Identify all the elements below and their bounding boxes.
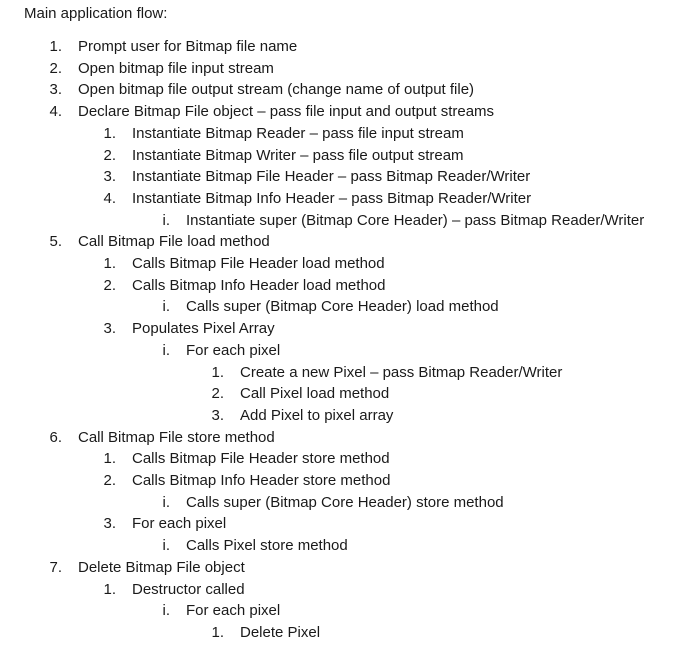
list-item-text: Instantiate super (Bitmap Core Header) – pass Bitmap Reader/Writer — [186, 212, 645, 229]
list-item-text: Calls super (Bitmap Core Header) load method — [186, 298, 499, 315]
list-item-text: Calls Bitmap Info Header store method — [132, 472, 391, 489]
list-item-text: Prompt user for Bitmap file name — [78, 38, 298, 55]
list-item-marker: 2. — [103, 277, 116, 294]
list-item-marker: 5. — [49, 233, 62, 250]
list-item-marker: 3. — [103, 320, 116, 337]
list-item-text: Instantiate Bitmap Reader – pass file input stream — [132, 125, 464, 142]
list-item-marker: 1. — [49, 38, 62, 55]
list-item-marker: 2. — [49, 60, 62, 77]
list-item-marker: 1. — [211, 624, 224, 641]
list-item-marker: i. — [162, 212, 170, 229]
list-item-text: Call Bitmap File load method — [78, 233, 270, 250]
list-item-text: Calls super (Bitmap Core Header) store method — [186, 494, 504, 511]
list-item-marker: 2. — [211, 385, 224, 402]
list-item-text: Open bitmap file output stream (change name of output file) — [78, 81, 475, 98]
list-item-marker: i. — [162, 602, 170, 619]
list-item-text: Call Pixel load method — [240, 385, 390, 402]
list-item-marker: 1. — [103, 125, 116, 142]
list-item-text: For each pixel — [132, 515, 227, 532]
list-item-text: Delete Pixel — [240, 624, 321, 641]
list-item-marker: 3. — [103, 168, 116, 185]
list-item-text: Instantiate Bitmap File Header – pass Bitmap Reader/Writer — [132, 168, 531, 185]
list-item-text: For each pixel — [186, 342, 281, 359]
list-item-marker: 1. — [103, 450, 116, 467]
list-item-marker: 2. — [103, 472, 116, 489]
list-item-text: Instantiate Bitmap Writer – pass file output stream — [132, 147, 464, 164]
list-item-marker: 3. — [103, 515, 116, 532]
list-item-text: Delete Bitmap File object — [78, 559, 245, 576]
list-item-text: Calls Pixel store method — [186, 537, 348, 554]
list-item-marker: i. — [162, 342, 170, 359]
list-item-marker: 6. — [49, 429, 62, 446]
list-item-text: Create a new Pixel – pass Bitmap Reader/Writer — [240, 364, 563, 381]
list-item-text: Calls Bitmap Info Header load method — [132, 277, 386, 294]
list-item-text: Destructor called — [132, 581, 245, 598]
list-item-marker: i. — [162, 298, 170, 315]
list-item-marker: 2. — [103, 147, 116, 164]
list-item-text: Call Bitmap File store method — [78, 429, 275, 446]
document-title: Main application flow: — [24, 5, 168, 22]
list-item-text: Calls Bitmap File Header store method — [132, 450, 390, 467]
list-item-marker: i. — [162, 494, 170, 511]
list-item-marker: 1. — [103, 255, 116, 272]
list-item-marker: 4. — [49, 103, 62, 120]
list-item-text: Add Pixel to pixel array — [240, 407, 394, 424]
list-item-text: For each pixel — [186, 602, 281, 619]
list-item-marker: 1. — [103, 581, 116, 598]
list-item-text: Instantiate Bitmap Info Header – pass Bitmap Reader/Writer — [132, 190, 532, 207]
list-item-marker: 4. — [103, 190, 116, 207]
list-item-marker: 3. — [211, 407, 224, 424]
list-item-text: Populates Pixel Array — [132, 320, 275, 337]
list-item-marker: 3. — [49, 81, 62, 98]
list-item-marker: 1. — [211, 364, 224, 381]
list-item-marker: i. — [162, 537, 170, 554]
list-item-marker: 7. — [49, 559, 62, 576]
list-item-text: Open bitmap file input stream — [78, 60, 274, 77]
list-item-text: Declare Bitmap File object – pass file input and output streams — [78, 103, 495, 120]
list-item-text: Calls Bitmap File Header load method — [132, 255, 385, 272]
